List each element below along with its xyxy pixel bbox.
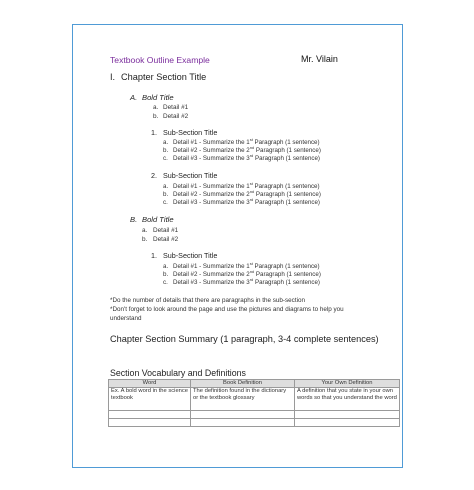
part-a-detail-marker: a. bbox=[153, 104, 159, 111]
subsection-detail: Detail #3 - Summarize the 3rd Paragraph (1 sentence) bbox=[173, 152, 320, 162]
table-cell: The definition found in the dictionary or the textbook glossary bbox=[191, 388, 295, 411]
section-numeral: I. bbox=[110, 72, 116, 82]
document-title: Textbook Outline Example bbox=[110, 55, 210, 65]
subsection-number: 2. bbox=[151, 171, 157, 180]
subsection-title: Sub-Section Title bbox=[163, 251, 218, 260]
instruction-note: understand bbox=[110, 315, 142, 322]
subsection-detail: Detail #2 - Summarize the 2nd Paragraph (1 sentence) bbox=[173, 144, 321, 154]
subsection-detail: Detail #1 - Summarize the 1st Paragraph (1 sentence) bbox=[173, 136, 320, 146]
subsection-detail-marker: b. bbox=[163, 191, 169, 198]
table-row bbox=[109, 419, 400, 427]
table-cell bbox=[295, 419, 400, 427]
table-cell bbox=[109, 411, 191, 419]
table-cell: A definition that you state in your own words so that you understand the word bbox=[295, 388, 400, 411]
vocabulary-table bbox=[108, 379, 400, 427]
part-b-detail: Detail #1 bbox=[153, 227, 179, 234]
subsection-number: 1. bbox=[151, 251, 157, 260]
subsection-title: Sub-Section Title bbox=[163, 171, 218, 180]
part-a-title: Bold Title bbox=[142, 93, 174, 102]
table-cell bbox=[109, 419, 191, 427]
subsection-detail-marker: c. bbox=[163, 279, 168, 286]
subsection-detail: Detail #1 - Summarize the 1st Paragraph (1 sentence) bbox=[173, 260, 320, 270]
table-cell bbox=[191, 419, 295, 427]
table-cell: Ex. A bold word in the science textbook bbox=[109, 388, 191, 411]
author-name: Mr. Vilain bbox=[301, 54, 338, 64]
subsection-detail-marker: c. bbox=[163, 155, 168, 162]
subsection-detail-marker: b. bbox=[163, 147, 169, 154]
column-header-word: Word bbox=[109, 380, 191, 388]
subsection-detail: Detail #1 - Summarize the 1st Paragraph (1 sentence) bbox=[173, 180, 320, 190]
subsection-detail: Detail #2 - Summarize the 2nd Paragraph (1 sentence) bbox=[173, 268, 321, 278]
subsection-detail-marker: a. bbox=[163, 139, 169, 146]
subsection-detail-marker: b. bbox=[163, 271, 169, 278]
table-header-row bbox=[109, 380, 400, 388]
subsection-title: Sub-Section Title bbox=[163, 128, 218, 137]
part-b-label: B. bbox=[130, 215, 138, 224]
instruction-note: *Don't forget to look around the page and use the pictures and diagrams to help you bbox=[110, 306, 344, 313]
subsection-detail-marker: a. bbox=[163, 263, 169, 270]
column-header-book-definition: Book Definition bbox=[191, 380, 295, 388]
vocabulary-heading: Section Vocabulary and Definitions bbox=[110, 368, 246, 378]
section-title: Chapter Section Title bbox=[121, 72, 207, 82]
subsection-number: 1. bbox=[151, 128, 157, 137]
subsection-detail: Detail #3 - Summarize the 3rd Paragraph (1 sentence) bbox=[173, 196, 320, 206]
instruction-note: *Do the number of details that there are paragraphs in the sub-section bbox=[110, 297, 305, 304]
column-header-own-definition: Your Own Definition bbox=[295, 380, 400, 388]
subsection-detail-marker: a. bbox=[163, 183, 169, 190]
part-a-detail: Detail #2 bbox=[163, 113, 189, 120]
part-a-detail-marker: b. bbox=[153, 113, 159, 120]
part-b-title: Bold Title bbox=[142, 215, 174, 224]
part-b-detail: Detail #2 bbox=[153, 236, 179, 243]
part-a-detail: Detail #1 bbox=[163, 104, 189, 111]
table-cell bbox=[191, 411, 295, 419]
part-a-label: A. bbox=[130, 93, 138, 102]
part-b-detail-marker: b. bbox=[142, 236, 148, 243]
subsection-detail-marker: c. bbox=[163, 199, 168, 206]
table-row bbox=[109, 388, 400, 411]
table-row bbox=[109, 411, 400, 419]
subsection-detail: Detail #2 - Summarize the 2nd Paragraph (1 sentence) bbox=[173, 188, 321, 198]
table-cell bbox=[295, 411, 400, 419]
subsection-detail: Detail #3 - Summarize the 3rd Paragraph (1 sentence) bbox=[173, 276, 320, 286]
part-b-detail-marker: a. bbox=[142, 227, 148, 234]
section-summary-heading: Chapter Section Summary (1 paragraph, 3-4 complete sentences) bbox=[110, 334, 379, 344]
